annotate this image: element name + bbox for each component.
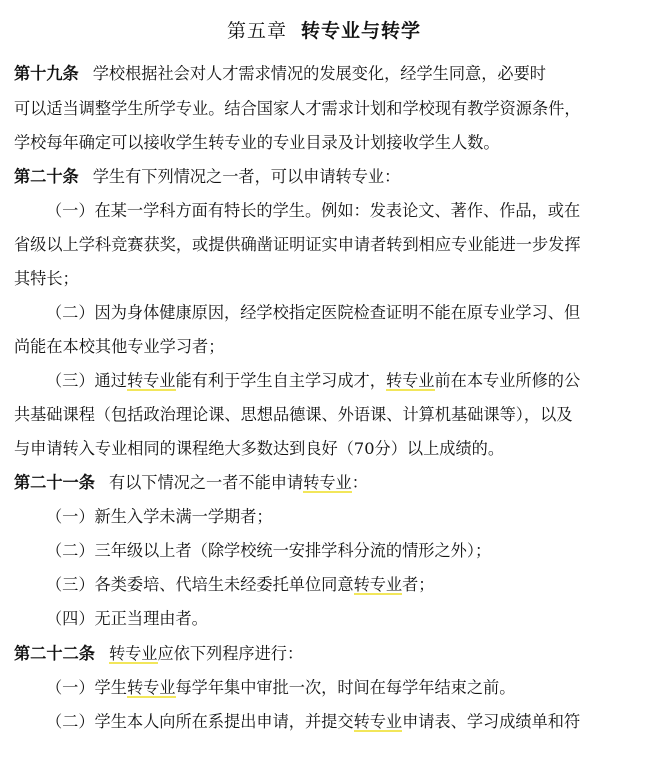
paragraph-text: （一）新生入学未满一学期者；: [46, 507, 273, 526]
article-21-item-1: [46, 505, 636, 529]
paragraph-text: 共基础课程（包括政治理论课、思想品德课、外语课、计算机基础课等），以及: [14, 405, 573, 424]
paragraph-text: 学校根据社会对人才需求情况的发展变化，经学生同意，必要时: [92, 64, 546, 83]
paragraph-text: （一）学生: [46, 678, 127, 697]
paragraph-text: 有以下情况之一者不能申请: [108, 473, 304, 492]
article-20-item-3-line-3: [14, 437, 634, 461]
article-heading: 第二十条: [14, 167, 79, 186]
article-20-line-1: [14, 165, 634, 189]
paragraph-text: 与申请转入专业相同的课程绝大多数达到良好（70分）以上成绩的。: [14, 439, 505, 458]
paragraph-text: （四）无正当理由者。: [46, 609, 208, 628]
chapter-name: 转专业与转学: [301, 20, 422, 42]
paragraph-text: 应依下列程序进行：: [157, 644, 304, 663]
article-19-line-1: [14, 62, 634, 86]
article-21-line-1: [14, 471, 634, 495]
article-heading: 第十九条: [14, 64, 79, 83]
article-22-line-1: [14, 642, 634, 666]
paragraph-text: （二）因为身体健康原因，经学校指定医院检查证明不能在原专业学习、但: [46, 303, 581, 322]
highlighted-term: 转专业: [353, 712, 403, 731]
article-20-item-1-line-2: [14, 233, 634, 257]
article-21-item-4: [46, 607, 636, 631]
article-20-item-2-line-2: [14, 335, 634, 359]
article-20-item-1-line-1: [46, 199, 636, 223]
paragraph-text: （二）三年级以上者（除学校统一安排学科分流的情形之外）；: [46, 541, 492, 560]
article-20-item-3-line-1: [46, 369, 636, 393]
paragraph-text: 尚能在本校其他专业学习者；: [14, 337, 225, 356]
article-20-item-1-line-3: [14, 267, 634, 291]
article-heading: 第二十二条: [14, 644, 95, 663]
paragraph-text: （二）学生本人向所在系提出申请，并提交: [46, 712, 354, 731]
paragraph-text: （三）通过: [46, 371, 127, 390]
highlighted-term: 转专业: [303, 473, 352, 492]
highlighted-term: 转专业: [385, 371, 435, 390]
paragraph-text: 前在本专业所修的公: [434, 371, 581, 390]
article-19-line-3: [14, 131, 634, 155]
paragraph-text: 省级以上学科竞赛获奖，或提供确凿证明证实申请者转到相应专业能进一步发挥: [14, 235, 581, 254]
article-21-item-2: [46, 539, 636, 563]
highlighted-term: 转专业: [353, 575, 403, 594]
article-22-item-1: [46, 676, 636, 700]
article-20-item-3-line-2: [14, 403, 634, 427]
paragraph-text: 者；: [402, 575, 435, 594]
paragraph-text: （一）在某一学科方面有特长的学生。例如：发表论文、著作、作品，或在: [46, 201, 581, 220]
article-heading: 第二十一条: [14, 473, 95, 492]
paragraph-text: 学生有下列情况之一者，可以申请转专业：: [92, 167, 401, 186]
article-19-line-2: [14, 97, 634, 121]
paragraph-text: 申请表、学习成绩单和符: [402, 712, 581, 731]
paragraph-text: 学校每年确定可以接收学生转专业的专业目录及计划接收学生人数。: [14, 133, 500, 152]
highlighted-term: 转专业: [126, 371, 176, 390]
paragraph-text: 能有利于学生自主学习成才，: [175, 371, 386, 390]
chapter-title: [0, 18, 648, 44]
paragraph-text: 可以适当调整学生所学专业。结合国家人才需求计划和学校现有教学资源条件，: [14, 99, 581, 118]
chapter-number: 第五章: [226, 20, 287, 42]
paragraph-text: 每学年集中审批一次，时间在每学年结束之前。: [175, 678, 516, 697]
paragraph-text: 其特长；: [14, 269, 79, 288]
article-21-item-3: [46, 573, 636, 597]
paragraph-text: （三）各类委培、代培生未经委托单位同意: [46, 575, 354, 594]
paragraph-text: ：: [351, 473, 368, 492]
article-22-item-2: [46, 710, 636, 734]
highlighted-term: 转专业: [108, 644, 158, 663]
highlighted-term: 转专业: [126, 678, 176, 697]
article-20-item-2-line-1: [46, 301, 636, 325]
